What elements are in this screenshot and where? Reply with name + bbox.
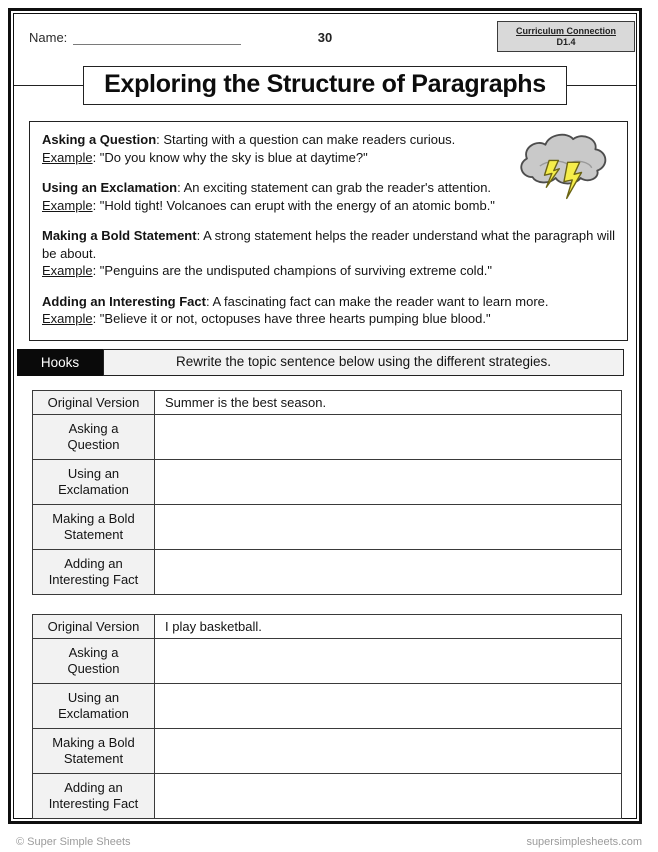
strategy-description: Adding an Interesting Fact: A fascinating fact can make the reader want to learn more. bbox=[42, 293, 549, 309]
answer-cell[interactable] bbox=[155, 729, 622, 774]
header bbox=[14, 18, 636, 60]
page-title: Exploring the Structure of Paragraphs bbox=[83, 66, 567, 105]
row-label: Asking a Question bbox=[33, 415, 155, 460]
strategy-adding-an-interesting-fact bbox=[42, 293, 615, 328]
table-row bbox=[33, 415, 622, 460]
row-label: Original Version bbox=[33, 391, 155, 415]
strategies-box bbox=[29, 121, 628, 341]
table-row bbox=[33, 505, 622, 550]
answer-cell[interactable] bbox=[155, 774, 622, 819]
hooks-section-header bbox=[17, 349, 624, 376]
table-row bbox=[33, 391, 622, 415]
answer-cell[interactable] bbox=[155, 684, 622, 729]
hooks-instruction: Rewrite the topic sentence below using the different strategies. bbox=[103, 349, 624, 376]
storm-cloud-icon bbox=[511, 129, 615, 203]
strategy-name: Asking a Question bbox=[42, 132, 157, 147]
row-label: Using an Exclamation bbox=[33, 460, 155, 505]
strategy-example: Example: "Penguins are the undisputed champions of surviving extreme cold." bbox=[42, 263, 493, 278]
curriculum-connection-badge bbox=[497, 21, 635, 52]
table-row bbox=[33, 774, 622, 819]
row-label: Adding an Interesting Fact bbox=[33, 550, 155, 595]
table-row bbox=[33, 639, 622, 684]
answer-cell[interactable] bbox=[155, 415, 622, 460]
page-number: 30 bbox=[317, 30, 333, 45]
row-label: Asking a Question bbox=[33, 639, 155, 684]
row-label: Making a Bold Statement bbox=[33, 505, 155, 550]
rewrite-table-2 bbox=[32, 614, 622, 819]
original-sentence: I play basketball. bbox=[155, 615, 622, 639]
rewrite-table-1 bbox=[32, 390, 622, 595]
row-label: Adding an Interesting Fact bbox=[33, 774, 155, 819]
answer-cell[interactable] bbox=[155, 505, 622, 550]
row-label: Original Version bbox=[33, 615, 155, 639]
answer-cell[interactable] bbox=[155, 550, 622, 595]
strategy-making-a-bold-statement bbox=[42, 227, 615, 280]
strategy-description: Asking a Question: Starting with a question can make readers curious. bbox=[42, 132, 456, 147]
table-row bbox=[33, 684, 622, 729]
table-row bbox=[33, 615, 622, 639]
table-row bbox=[33, 460, 622, 505]
footer bbox=[16, 836, 642, 848]
original-sentence: Summer is the best season. bbox=[155, 391, 622, 415]
strategy-name: Using an Exclamation bbox=[42, 180, 178, 195]
page-border-outer bbox=[8, 8, 642, 824]
name-label: Name: bbox=[29, 30, 68, 45]
strategy-name: Making a Bold Statement bbox=[42, 228, 197, 243]
table-row bbox=[33, 729, 622, 774]
copyright-text: © Super Simple Sheets bbox=[16, 836, 131, 848]
title-section bbox=[14, 66, 636, 106]
row-label: Making a Bold Statement bbox=[33, 729, 155, 774]
curriculum-code: D1.4 bbox=[556, 37, 576, 47]
website-url: supersimplesheets.com bbox=[526, 836, 642, 848]
row-label: Using an Exclamation bbox=[33, 684, 155, 729]
curriculum-connection-label: Curriculum Connection bbox=[515, 26, 616, 36]
table-row bbox=[33, 550, 622, 595]
strategy-description: Making a Bold Statement: A strong statement helps the reader understand what the paragraph will be about. bbox=[42, 228, 616, 261]
answer-cell[interactable] bbox=[155, 460, 622, 505]
hooks-label: Hooks bbox=[17, 349, 103, 376]
strategy-example: Example: "Do you know why the sky is blue at daytime?" bbox=[42, 149, 368, 165]
strategy-description: Using an Exclamation: An exciting statement can grab the reader's attention. bbox=[42, 180, 492, 195]
strategy-example: Example: "Hold tight! Volcanoes can erupt with the energy of an atomic bomb." bbox=[42, 197, 495, 213]
answer-cell[interactable] bbox=[155, 639, 622, 684]
page-border-inner bbox=[13, 13, 637, 819]
strategy-name: Adding an Interesting Fact bbox=[42, 293, 206, 309]
strategy-example: Example: "Believe it or not, octopuses have three hearts pumping blue blood." bbox=[42, 311, 491, 326]
